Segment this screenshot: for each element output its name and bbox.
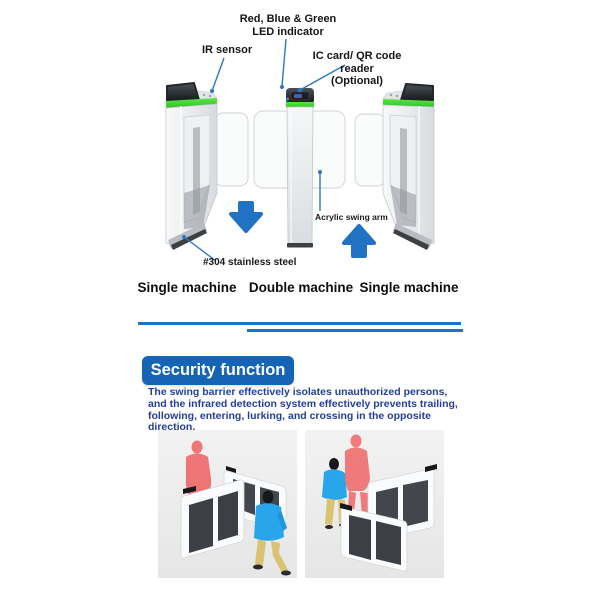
ic-reader-callout-line1: IC card/ QR code reader xyxy=(312,50,402,75)
led-indicator-callout xyxy=(228,13,348,38)
machine-label-single-left: Single machine xyxy=(137,280,237,295)
double-machine-center xyxy=(286,88,314,248)
divider-line-top xyxy=(138,322,461,325)
divider-line-bottom xyxy=(247,329,463,332)
single-machine-right xyxy=(383,84,434,250)
security-description-line3: following, entering, lurking, and crossing in the opposite direction. xyxy=(148,409,431,434)
ir-sensor-callout: IR sensor xyxy=(202,44,253,56)
led-indicator-callout-line2: LED indicator xyxy=(252,25,324,38)
security-illustration-left xyxy=(158,430,297,578)
stainless-steel-callout: #304 stainless steel xyxy=(203,257,297,268)
security-function-description xyxy=(148,387,458,434)
acrylic-arm-callout: Acrylic swing arm xyxy=(315,212,388,222)
security-description-line2: and the infrared detection system effectively prevents trailing, xyxy=(148,397,458,410)
led-indicator-callout-line1: Red, Blue & Green xyxy=(239,13,337,25)
arrow-down-icon xyxy=(231,203,261,231)
ic-reader-callout xyxy=(296,50,418,88)
machine-label-single-right: Single machine xyxy=(359,280,459,295)
security-illustration-right xyxy=(305,430,444,578)
machine-label-double: Double machine xyxy=(248,280,354,295)
arrow-up-icon xyxy=(344,226,374,256)
security-function-heading: Security function xyxy=(142,356,294,385)
single-machine-left xyxy=(166,83,217,250)
ic-reader-callout-line2: (Optional) xyxy=(331,75,383,87)
security-description-line1: The swing barrier effectively isolates unauthorized persons, xyxy=(148,386,448,398)
